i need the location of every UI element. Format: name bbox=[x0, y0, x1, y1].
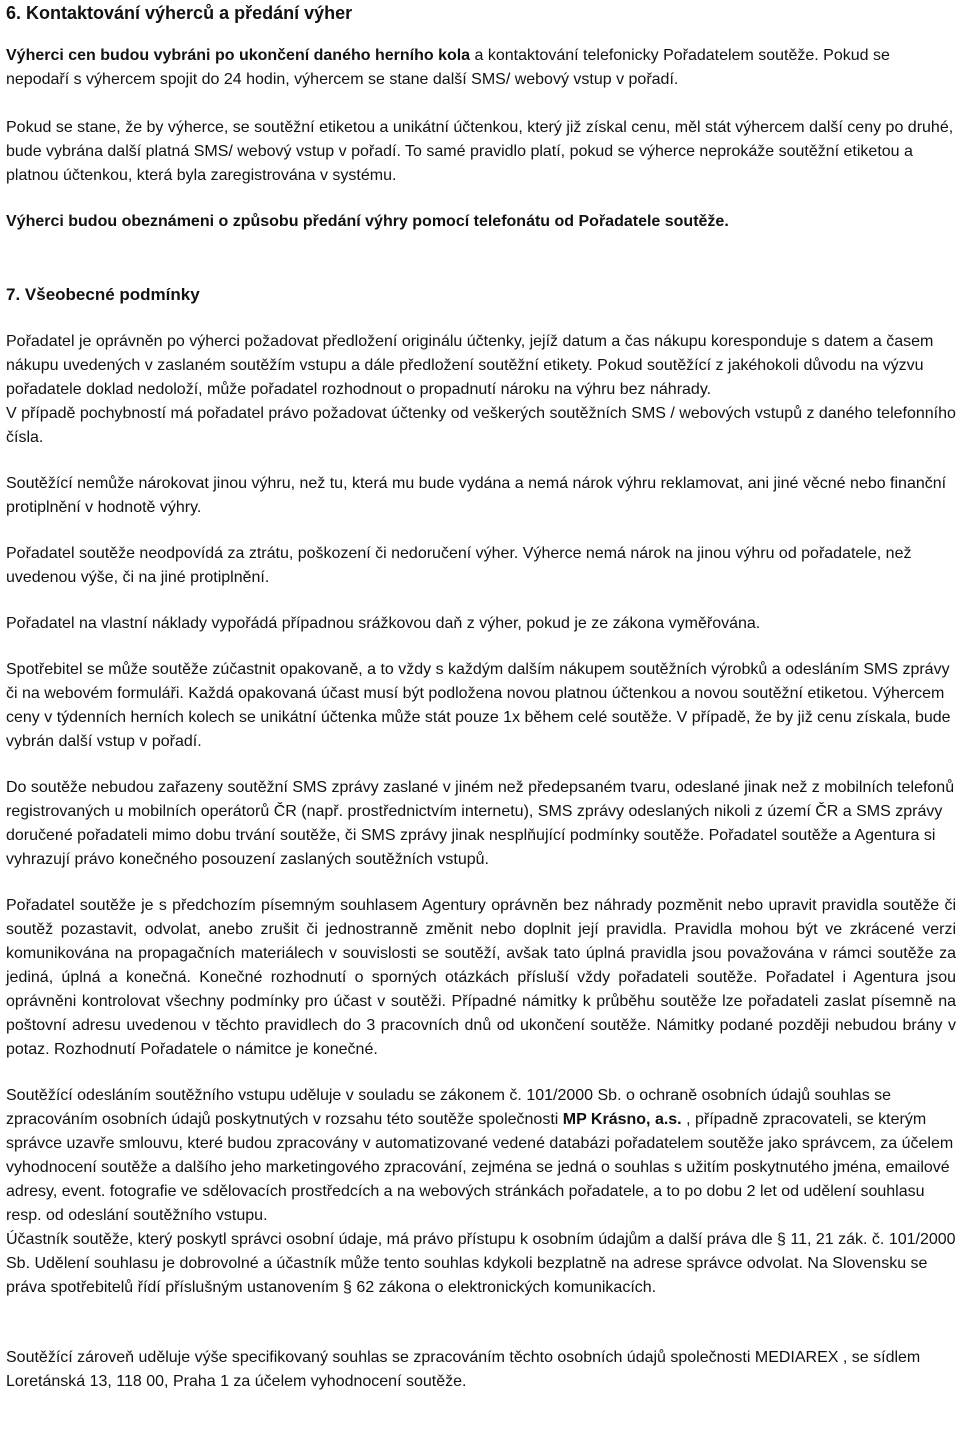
section-7-paragraph-receipt: Pořadatel je oprávněn po výherci požadovat předložení originálu účtenky, jejíž datum a čas nákupu koresponduje s datem a časem nákupu uvedených v zaslaném soutěžím vstupu a dále předložení soutěžní etikety. Pokud soutěžící z jakéhokoli důvodu na výzvu pořadatele doklad nedoloží, může pořadatel rozhodnout o propadnutí nároku na výhru bez náhrady. bbox=[6, 333, 934, 398]
section-7-paragraph-doubts: V případě pochybností má pořadatel právo požadovat účtenky od veškerých soutěžních SMS / webových vstupů z daného telefonního čísla. bbox=[6, 405, 956, 446]
company-name: MP Krásno, a.s. bbox=[562, 1111, 682, 1128]
consent-text-start: Soutěžící odesláním soutěžního vstupu uděluje v souladu se zákonem č. 101/2000 Sb. o ochraně osobních údajů souhlas se zpracováním osobních údajů poskytnutých v rozsahu této soutěže společnosti bbox=[6, 1087, 892, 1128]
section-7-paragraph-rule-changes: Pořadatel soutěže je s předchozím písemným souhlasem Agentury oprávněn bez náhrady pozměnit nebo upravit pravidla soutěže či soutěž pozastavit, odvolat, anebo zrušit či jednostranně změnit nebo doplnit její pravidla. Pravidla mohou být ve zkrácené verzi komunikována na propagačních materiálech v souvislosti se soutěží, avšak tato úplná pravidla jsou považována v rámci soutěže za jediná, úplná a konečná. Konečné rozhodnutí o sporných otázkách přísluší vždy pořadateli soutěže. Pořadatel i Agentura jsou oprávněni kontrolovat všechny podmínky pro účast v soutěži. Případné námitky k průběhu soutěže lze pořadateli zaslat písemně na poštovní adresu uvedenou v těchto pravidlech do 3 pracovních dnů od ukončení soutěže. Námitky podané později nebudou brány v potaz. Rozhodnutí Pořadatele o námitce je konečné. bbox=[6, 897, 956, 1058]
winners-selection-bold-text: Výherci cen budou vybráni po ukončení daného herního kola bbox=[6, 47, 471, 64]
section-7-paragraph-repeat-participation: Spotřebitel se může soutěže zúčastnit opakovaně, a to vždy s každým dalším nákupem soutěžních výrobků a odesláním SMS zprávy či na webovém formuláři. Každá opakovaná účast musí být podložena novou platnou účtenkou a novou soutěžní etiketou. Výhercem ceny v týdenních herních kolech se unikátní účtenka může stát pouze 1x během celé soutěže. V případě, že by již cenu získala, bude vybrán další vstup v pořadí. bbox=[6, 661, 951, 750]
section-6-heading: 6. Kontaktování výherců a předání výher bbox=[6, 3, 353, 23]
winners-selection-text: a kontaktování telefonicky Pořadatelem soutěže. Pokud se nepodaří s výhercem spojit do 24 hodin, výhercem se stane další SMS/ webový vstup v pořadí. bbox=[6, 47, 890, 88]
section-6-paragraph-winners-selection bbox=[6, 44, 956, 92]
section-7-paragraph-no-other-prize: Soutěžící nemůže nárokovat jinou výhru, než tu, která mu bude vydána a nemá nárok výhru reklamovat, ani jiné věcné nebo finanční protiplnění v hodnotě výhry. bbox=[6, 475, 947, 516]
document-page bbox=[6, 0, 956, 1394]
section-7-paragraph-liability: Pořadatel soutěže neodpovídá za ztrátu, poškození či nedoručení výher. Výherce nemá nárok na jinou výhru od pořadatele, než uvedenou výše, či na jiné protiplnění. bbox=[6, 545, 912, 586]
section-6-paragraph-notification: Výherci budou obeznámeni o způsobu předání výhry pomocí telefonátu od Pořadatele soutěže. bbox=[6, 213, 729, 230]
section-6-paragraph-repeat-winner: Pokud se stane, že by výherce, se soutěžní etiketou a unikátní účtenkou, který již získal cenu, měl stát výhercem další ceny po druhé, bude vybrána další platná SMS/ webový vstup v pořadí. To samé pravidlo platí, pokud se výherce neprokáže soutěžní etiketou a platnou účtenkou, která byla zaregistrována v systému. bbox=[6, 119, 954, 184]
section-7-paragraph-personal-data-consent bbox=[6, 1084, 956, 1228]
section-7-paragraph-tax: Pořadatel na vlastní náklady vypořádá případnou srážkovou daň z výher, pokud je ze zákona vyměřována. bbox=[6, 615, 761, 632]
section-7-paragraph-excluded-sms: Do soutěže nebudou zařazeny soutěžní SMS zprávy zaslané v jiném než předepsaném tvaru, odeslané jinak než z mobilních telefonů registrovaných u mobilních operátorů ČR (např. prostřednictvím internetu), SMS zprávy odeslaných nikoli z území ČR a SMS zprávy doručené pořadateli mimo dobu trvání soutěže, či SMS zprávy jinak nesplňující podmínky soutěže. Pořadatel soutěže a Agentura si vyhrazují právo konečného posouzení zaslaných soutěžních vstupů. bbox=[6, 779, 955, 868]
section-7-heading: 7. Všeobecné podmínky bbox=[6, 285, 200, 304]
consent-text-end: , případně zpracovateli, se kterým správce uzavře smlouvu, které budou zpracovány v automatizované vedené databázi pořadatelem soutěže jako správcem, za účelem vyhodnocení soutěže a dalšího jeho marketingového zpracování, zejména se jedná o souhlas s užitím poskytnutého jména, emailové adresy, event. fotografie ve sdělovacích prostředcích a na webových stránkách pořadatele, a to po dobu 2 let od udělení souhlasu resp. od odeslání soutěžního vstupu. bbox=[6, 1111, 954, 1224]
section-7-paragraph-mediarex-consent: Soutěžící zároveň uděluje výše specifikovaný souhlas se zpracováním těchto osobních údajů společnosti MEDIAREX , se sídlem Loretánská 13, 118 00, Praha 1 za účelem vyhodnocení soutěže. bbox=[6, 1349, 921, 1390]
section-7-paragraph-participant-rights: Účastník soutěže, který poskytl správci osobní údaje, má právo přístupu k osobním údajům a další práva dle § 11, 21 zák. č. 101/2000 Sb. Udělení souhlasu je dobrovolné a účastník může tento souhlas kdykoli bezplatně na adrese správce odvolat. Na Slovensku se práva spotřebitelů řídí příslušným ustanovením § 62 zákona o elektronických komunikacích. bbox=[6, 1231, 956, 1296]
